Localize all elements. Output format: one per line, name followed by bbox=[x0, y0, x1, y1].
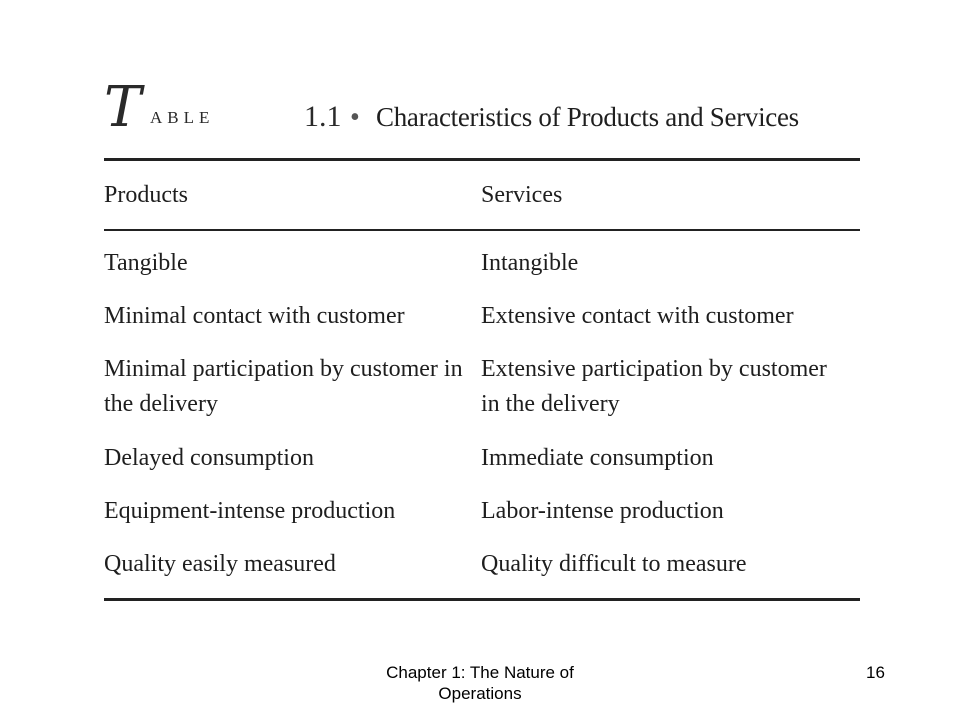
table-caption-label: ABLE bbox=[150, 108, 215, 127]
header-services: Services bbox=[481, 182, 563, 208]
footer-page-number: 16 bbox=[866, 663, 885, 682]
table-cell-services-3: Extensive participation by customer in the delivery bbox=[481, 356, 827, 417]
table-cell-products-3: Minimal participation by customer in the delivery bbox=[104, 356, 463, 417]
table-cell-services-5: Labor-intense production bbox=[481, 498, 724, 524]
table-cell-services-2: Extensive contact with customer bbox=[481, 303, 794, 329]
header-products: Products bbox=[104, 182, 188, 208]
table-cell-products-4: Delayed consumption bbox=[104, 445, 314, 471]
table-number: 1.1 bbox=[304, 100, 342, 133]
table-caption bbox=[104, 75, 864, 148]
footer-chapter-title: Chapter 1: The Nature of Operations bbox=[386, 663, 574, 703]
table-cell-products-5: Equipment-intense production bbox=[104, 498, 396, 524]
header-rule bbox=[104, 229, 860, 231]
table-cell-products-6: Quality easily measured bbox=[104, 551, 336, 577]
table-cell-products-2: Minimal contact with customer bbox=[104, 303, 405, 329]
table-caption-initial: T bbox=[104, 75, 140, 140]
caption-bullet: • bbox=[350, 102, 360, 133]
table-cell-products-1: Tangible bbox=[104, 250, 188, 276]
table-cell-services-6: Quality difficult to measure bbox=[481, 551, 747, 577]
table-title: Characteristics of Products and Services bbox=[376, 102, 799, 132]
table-cell-services-4: Immediate consumption bbox=[481, 445, 714, 471]
table-top-rule bbox=[104, 158, 860, 161]
table-bottom-rule bbox=[104, 598, 860, 601]
table-cell-services-1: Intangible bbox=[481, 250, 579, 276]
